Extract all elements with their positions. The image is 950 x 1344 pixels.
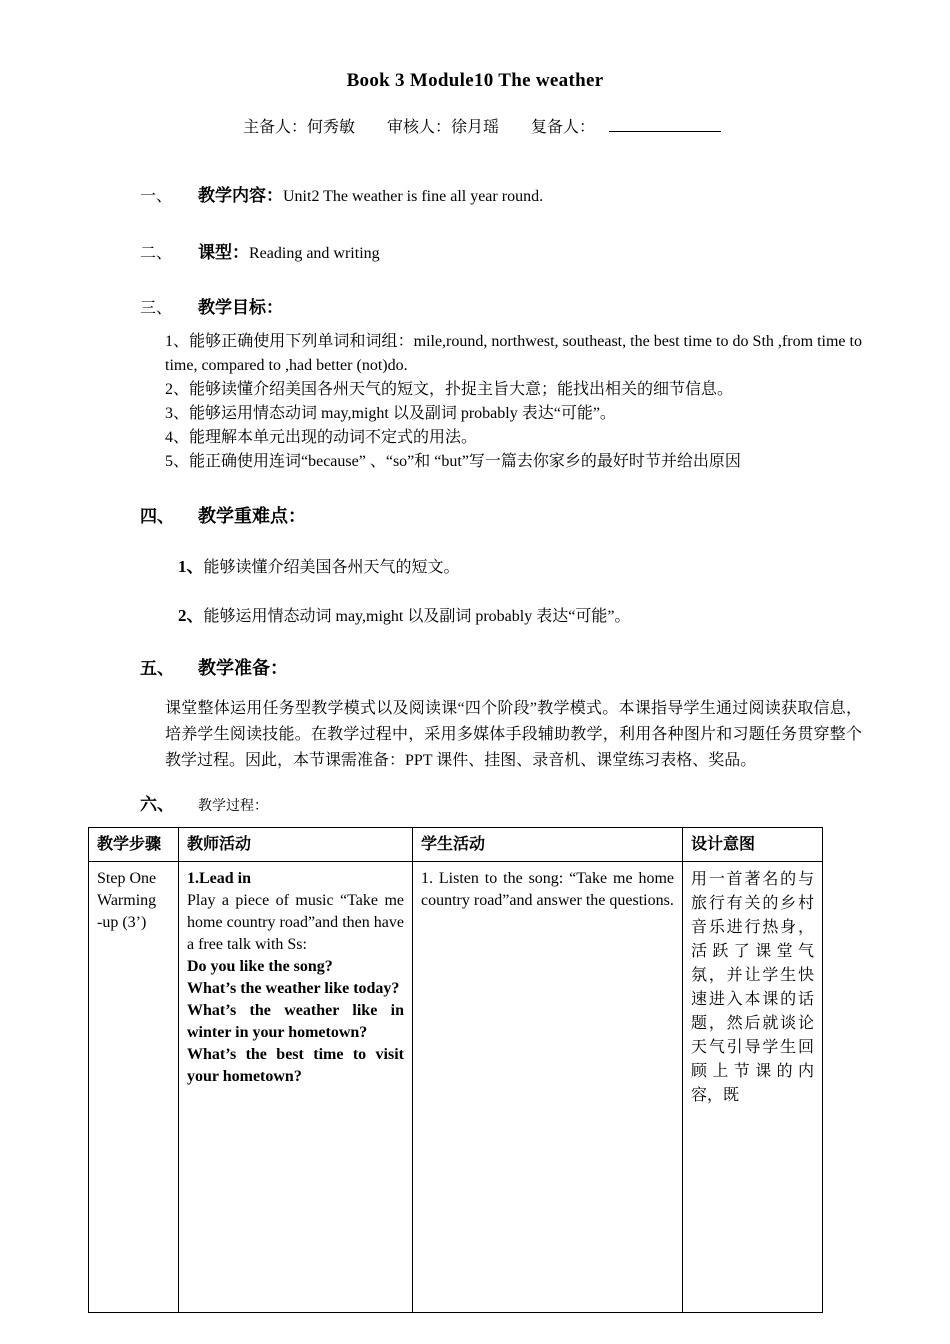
teacher-body: Play a piece of music “Take me home country road”and then have a free talk with Ss:: [187, 892, 404, 953]
document-title: Book 3 Module10 The weather: [346, 70, 604, 91]
header-teacher-activity: 教师活动: [179, 828, 413, 862]
section-teaching-preparation: [140, 654, 862, 680]
design-intent-text: 用一首著名的与旅行有关的乡村音乐进行热身，活跃了课堂气氛，并让学生快速进入本课的话题，然后就谈论天气引导学生回顾上节课的内容，既: [691, 871, 814, 1104]
section-label: 教学目标：: [198, 298, 283, 317]
keypoint-item: [178, 601, 862, 626]
copreparer-blank: [609, 116, 721, 132]
preparer: 主备人：何秀敏: [242, 119, 355, 136]
section-number: 六、: [140, 795, 174, 814]
keypoint-number: 1、: [178, 557, 204, 576]
section-number: 一、: [140, 188, 173, 205]
keypoint-number: 2、: [178, 606, 204, 625]
design-intent-cell: [683, 862, 823, 1313]
copreparer-label: 复备人：: [531, 119, 596, 136]
section-teaching-objectives: [140, 293, 862, 318]
objective-item: 4、能理解本单元出现的动词不定式的用法。: [165, 429, 478, 446]
step-line: Step One: [97, 870, 157, 887]
reviewer: 审核人：徐月瑶: [386, 119, 499, 136]
section-key-difficult-points: [140, 502, 862, 528]
teaching-process-table: [88, 827, 823, 1313]
student-activity-cell: [413, 862, 683, 1313]
header-student-activity: 学生活动: [413, 828, 683, 862]
section-number: 三、: [140, 300, 173, 317]
section-teaching-process: [140, 790, 862, 815]
section-number: 四、: [140, 507, 174, 526]
teacher-question: What’s the best time to visit your hometown?: [187, 1046, 404, 1085]
section-number: 五、: [140, 659, 174, 678]
section-lesson-type: [140, 238, 862, 263]
header-design-intent: 设计意图: [683, 828, 823, 862]
byline: [88, 114, 862, 137]
objective-item: 1、能够正确使用下列单词和词组：mile,round, northwest, southeast, the best time to do Sth ,from time to time, compared to ,had better (not)do.: [165, 333, 862, 374]
section-label: 课型：: [198, 243, 249, 262]
section-label: 教学重难点：: [198, 506, 306, 526]
teacher-question: What’s the weather like today?: [187, 980, 400, 997]
keypoint-text: 能够读懂介绍美国各州天气的短文。: [203, 559, 460, 576]
keypoint-text: 能够运用情态动词 may,might 以及副词 probably 表达“可能”。: [203, 608, 631, 625]
teacher-question: What’s the weather like in winter in your hometown?: [187, 1002, 404, 1041]
objectives-list: [165, 330, 862, 474]
student-activity-text: 1. Listen to the song: “Take me home country road”and answer the questions.: [421, 870, 674, 909]
section-text: Unit2 The weather is fine all year round.: [283, 188, 544, 205]
objective-item: 5、能正确使用连词“because” 、“so”和 “but”写一篇去你家乡的最好时节并给出原因: [165, 453, 741, 470]
table-row: [89, 862, 823, 1313]
teacher-question: Do you like the song?: [187, 958, 333, 975]
section-label: 教学准备：: [198, 658, 288, 678]
step-line: Warming: [97, 892, 157, 909]
objective-item: 3、能够运用情态动词 may,might 以及副词 probably 表达“可能”。: [165, 405, 616, 422]
section-number: 二、: [140, 245, 173, 262]
section-label: 教学过程：: [198, 799, 268, 814]
step-cell: [89, 862, 179, 1313]
objective-item: 2、能够读懂介绍美国各州天气的短文，扑捉主旨大意；能找出相关的细节信息。: [165, 381, 734, 398]
preparation-paragraph: 课堂整体运用任务型教学模式以及阅读课“四个阶段”教学模式。本课指导学生通过阅读获取信息，培养学生阅读技能。在教学过程中，采用多媒体手段辅助教学，利用各种图片和习题任务贯穿整个教学过程。因此，本节课需准备：PPT 课件、挂图、录音机、课堂练习表格、奖品。: [165, 700, 862, 769]
section-text: Reading and writing: [249, 245, 380, 262]
teacher-lead-in: 1.Lead in: [187, 870, 252, 887]
keypoint-item: [178, 552, 862, 577]
section-label: 教学内容：: [198, 186, 283, 205]
teacher-activity-cell: [179, 862, 413, 1313]
table-header-row: [89, 828, 823, 862]
section-teaching-content: [140, 181, 862, 206]
step-line: -up (3’): [97, 914, 147, 931]
header-teaching-steps: 教学步骤: [89, 828, 179, 862]
